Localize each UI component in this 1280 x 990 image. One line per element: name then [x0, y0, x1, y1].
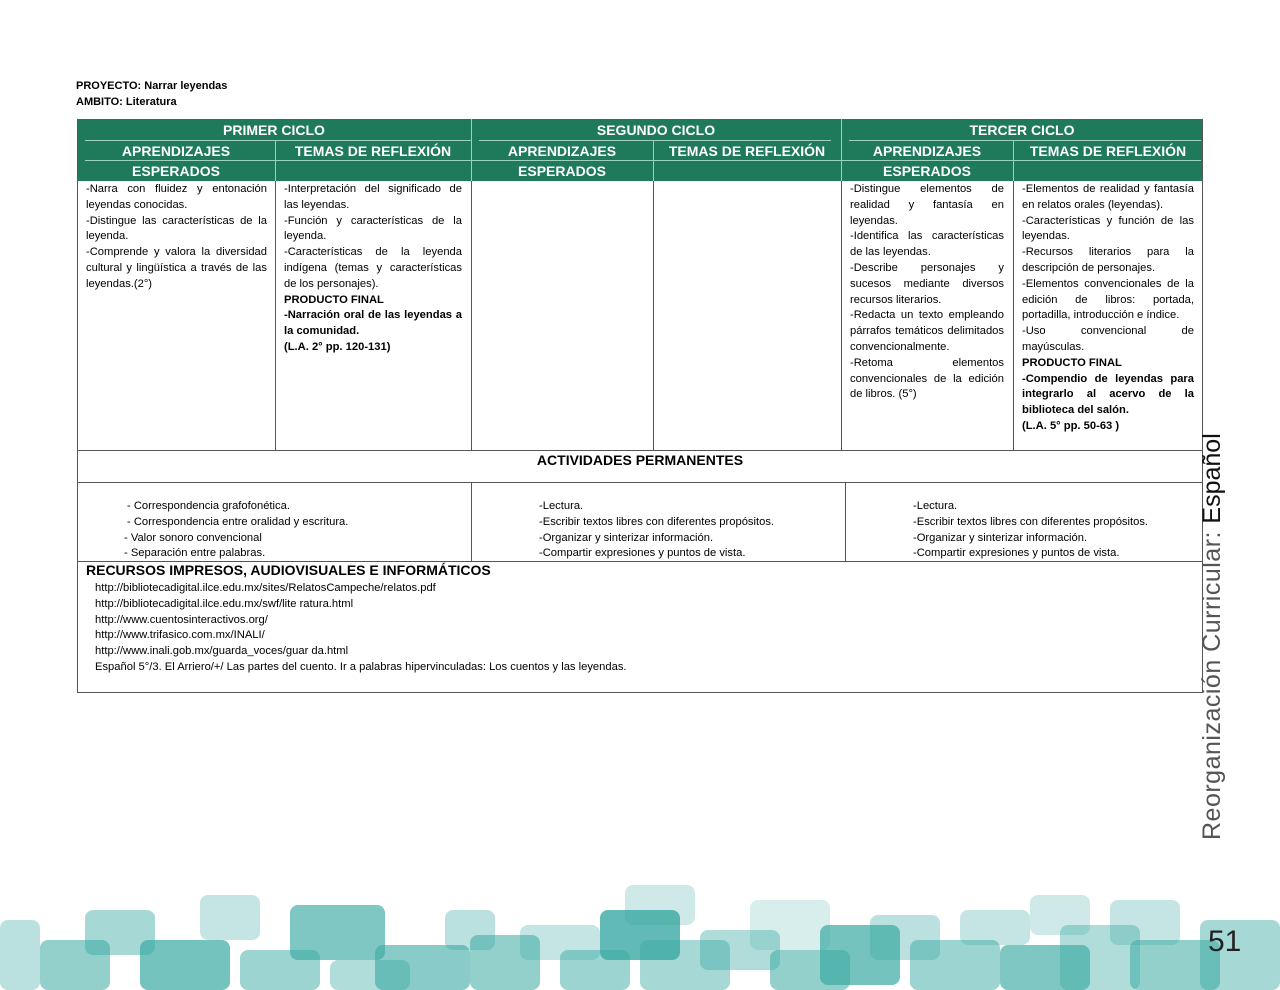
- page-number: 51: [1208, 925, 1242, 958]
- list-item: - Valor sonoro convencional: [124, 531, 262, 544]
- header-aprendizajes-1: APRENDIZAJES: [121, 143, 231, 159]
- list-item: -Narra con fluidez y entonación leyendas conocidas.: [86, 183, 267, 211]
- list-item: -Escribir textos libres con diferentes propósitos.: [539, 515, 775, 528]
- header-aprendizajes-2: APRENDIZAJES: [507, 143, 617, 159]
- tercer-aprendizajes-cell: [850, 182, 1004, 403]
- cycle-header-tercer: TERCER CICLO: [969, 122, 1075, 138]
- side-title-light: Reorganización Curricular:: [1198, 523, 1226, 840]
- list-item: - Correspondencia entre oralidad y escritura.: [127, 515, 349, 528]
- list-item: -Escribir textos libres con diferentes propósitos.: [913, 515, 1149, 528]
- header-temas-1: TEMAS DE REFLEXIÓN: [294, 143, 452, 159]
- side-title: [1198, 433, 1227, 840]
- list-item: -Uso convencional de mayúsculas.: [1022, 325, 1194, 353]
- header-esperados-2: ESPERADOS: [518, 163, 606, 179]
- list-item: -Elementos convencionales de la edición de libros: portada, portadilla, introducción e índice.: [1022, 277, 1194, 322]
- producto-final-label: PRODUCTO FINAL: [1022, 356, 1122, 369]
- cycle-header-primer: PRIMER CICLO: [77, 120, 471, 140]
- actividades-segundo: [539, 499, 774, 562]
- resource-link[interactable]: http://bibliotecadigital.ilce.edu.mx/sites/RelatosCampeche/relatos.pdf: [95, 582, 436, 594]
- primer-temas-cell: [284, 182, 462, 356]
- actividades-tercer: [913, 499, 1148, 562]
- cycle-header-segundo: SEGUNDO CICLO: [596, 122, 716, 138]
- resource-link[interactable]: http://www.inali.gob.mx/guarda_voces/guar da.html: [95, 645, 349, 658]
- actividades-title: ACTIVIDADES PERMANENTES: [536, 452, 744, 468]
- recursos-list: [95, 581, 627, 676]
- curriculum-table: [77, 119, 1203, 693]
- list-item: -Recursos literarios para la descripción de personajes.: [1022, 246, 1194, 274]
- resource-link[interactable]: http://www.cuentosinteractivos.org/: [95, 613, 268, 626]
- actividades-primer: [124, 499, 349, 562]
- list-item: -Redacta un texto empleando párrafos temáticos delimitados convencionalmente.: [850, 309, 1004, 353]
- list-item: -Compartir expresiones y puntos de vista.: [913, 547, 1120, 560]
- header-esperados-1: ESPERADOS: [132, 163, 220, 179]
- list-item: - Correspondencia grafofonética.: [127, 500, 290, 512]
- list-item: -Características y función de las leyendas.: [1022, 214, 1194, 243]
- producto-final-label: PRODUCTO FINAL: [284, 293, 384, 306]
- list-item: -Lectura.: [913, 500, 958, 512]
- list-item: - Separación entre palabras.: [124, 547, 266, 560]
- list-item: -Describe personajes y sucesos mediante diversos recursos literarios.: [850, 261, 1004, 306]
- list-item: -Organizar y sinterizar información.: [913, 531, 1088, 544]
- producto-final-text: -Compendio de leyendas para integrarlo al acervo de la biblioteca del salón.: [1022, 372, 1194, 417]
- list-item: -Comprende y valora la diversidad cultural y lingüística a través de las leyendas.(2°): [86, 246, 267, 290]
- list-item: -Distingue elementos de realidad y fantasía en leyendas.: [850, 183, 1004, 227]
- primer-aprendizajes-cell: [86, 182, 267, 293]
- list-item: -Identifica las características de las leyendas.: [850, 230, 1004, 259]
- list-item: -Compartir expresiones y puntos de vista.: [539, 547, 746, 560]
- list-item: -Características de la leyenda indígena (temas y características de los personajes).: [284, 246, 462, 290]
- header-temas-3: TEMAS DE REFLEXIÓN: [1029, 143, 1187, 159]
- list-item: -Lectura.: [539, 500, 584, 512]
- resource-link[interactable]: http://bibliotecadigital.ilce.edu.mx/swf/lite ratura.html: [95, 597, 354, 610]
- ambito-title: AMBITO: Literatura: [76, 96, 177, 108]
- list-item: -Retoma elementos convencionales de la edición de libros. (5°): [850, 356, 1004, 401]
- decorative-squares-banner: [0, 880, 1280, 990]
- header-aprendizajes-3: APRENDIZAJES: [872, 143, 982, 159]
- resource-item: Español 5°/3. El Arriero/+/ Las partes del cuento. Ir a palabras hipervinculadas: Los cuentos y las leyendas.: [95, 660, 627, 673]
- tercer-temas-cell: [1022, 182, 1194, 435]
- header-temas-2: TEMAS DE REFLEXIÓN: [668, 143, 826, 159]
- list-item: -Elementos de realidad y fantasía en relatos orales (leyendas).: [1022, 183, 1194, 211]
- resource-link[interactable]: http://www.trifasico.com.mx/INALI/: [95, 629, 265, 642]
- side-title-strong: Español: [1198, 433, 1226, 524]
- list-item: -Interpretación del significado de las leyendas.: [284, 183, 462, 211]
- recursos-title: RECURSOS IMPRESOS, AUDIOVISUALES E INFORMÁTICOS: [86, 562, 491, 578]
- book-reference: (L.A. 2° pp. 120-131): [284, 340, 391, 353]
- list-item: -Función y características de la leyenda.: [284, 214, 462, 243]
- producto-final-text: -Narración oral de las leyendas a la comunidad.: [284, 309, 462, 338]
- header-esperados-3: ESPERADOS: [883, 163, 971, 179]
- book-reference: (L.A. 5° pp. 50-63 ): [1022, 419, 1120, 432]
- list-item: -Distingue las características de la leyenda.: [86, 214, 267, 243]
- list-item: -Organizar y sinterizar información.: [539, 531, 714, 544]
- project-title: PROYECTO: Narrar leyendas: [76, 80, 228, 92]
